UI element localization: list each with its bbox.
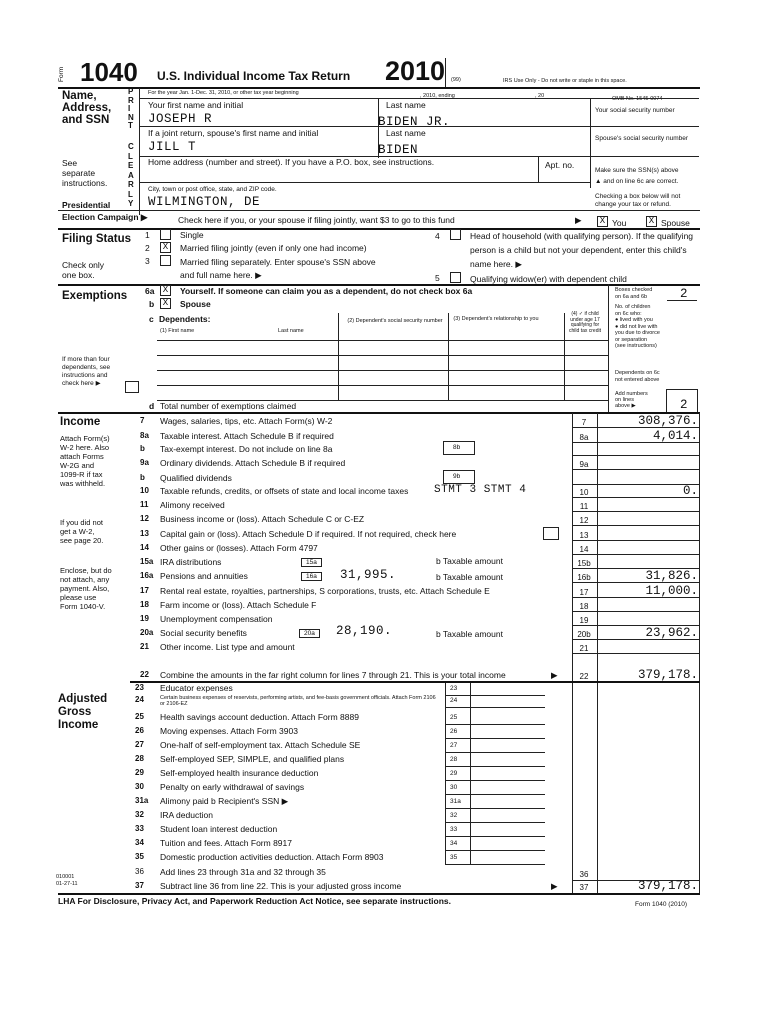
income-line-label: Ordinary dividends. Attach Schedule B if required — [160, 458, 346, 468]
tax-year: 2010 — [385, 56, 446, 86]
adjusted-line-ref: 29 — [450, 770, 458, 777]
adjusted-line-label: IRA deduction — [160, 810, 213, 820]
income-line-ref: 15b — [577, 559, 591, 568]
line-16a-value[interactable]: 31,995. — [340, 568, 397, 582]
income-line-ref: 20b — [577, 630, 591, 639]
last-name-label: Last name — [386, 100, 426, 110]
adjusted-heading: Adjusted — [58, 693, 108, 705]
city-value[interactable]: WILMINGTON, DE — [148, 195, 261, 209]
income-heading: Income — [60, 416, 101, 428]
ssn-note-2: ▲ and on line 6c are correct. — [595, 178, 679, 185]
line-37-ref: 37 — [579, 883, 589, 892]
income-line-amount[interactable]: 4,014. — [652, 429, 698, 443]
spouse-exemption-label: Spouse — [180, 299, 211, 309]
adjusted-line-num: 34 — [135, 838, 144, 847]
adjusted-line-num: 23 — [135, 683, 144, 692]
income-line-ref: 18 — [579, 602, 589, 611]
full-name-label: and full name here. ▶ — [180, 270, 262, 280]
check-note-2: change your tax or refund. — [595, 201, 671, 208]
income-line-ref: 7 — [581, 418, 587, 427]
line-15b-label: b Taxable amount — [436, 556, 503, 566]
see-label: See — [62, 158, 78, 168]
presidential-label: Presidential — [62, 200, 111, 210]
income-line-amount[interactable]: 308,376. — [637, 414, 698, 428]
line-20a-box: 20a — [299, 629, 320, 638]
last-name-value[interactable]: BIDEN JR. — [378, 115, 451, 129]
income-line-amount[interactable]: 379,178. — [637, 668, 698, 682]
adjusted-line-ref: 23 — [450, 685, 458, 692]
income-line-num: 18 — [140, 600, 149, 609]
line-22-arrow: ▶ — [551, 670, 558, 680]
income-line-amount[interactable]: 11,000. — [645, 584, 698, 598]
adjusted-line-label: One-half of self-employment tax. Attach Schedule SE — [160, 740, 361, 750]
print-letters: P R I N T — [128, 87, 134, 130]
single-label: Single — [180, 230, 204, 240]
income-line-num: b — [140, 444, 145, 453]
twenty-text: , 20 — [535, 93, 545, 99]
line-8b-box: 8b — [453, 444, 461, 451]
adjusted-line-num: 31a — [135, 796, 149, 805]
hoh-line-2: person is a child but not your dependent, enter this child's — [470, 245, 687, 255]
income-line-amount[interactable]: 0. — [682, 484, 698, 498]
adjusted-line-ref: 33 — [450, 826, 458, 833]
you-label: You — [612, 218, 627, 228]
footer-code-1: 010001 — [56, 874, 75, 880]
line-37-num: 37 — [135, 881, 144, 890]
adjusted-line-ref: 35 — [450, 854, 458, 861]
adjusted-line-label: Self-employed health insurance deduction — [160, 768, 319, 778]
line-9b-box: 9b — [453, 473, 461, 480]
presidential-arrow: ▶ — [575, 215, 582, 225]
no-w2-note: If you did not get a W-2, see page 20. — [60, 518, 104, 545]
income-line-label: Pensions and annuities — [160, 571, 248, 581]
single-checkbox[interactable] — [160, 229, 171, 240]
address-heading: Address, — [62, 102, 112, 114]
line-37-label: Subtract line 36 from line 22. This is your adjusted gross income — [160, 881, 402, 891]
income-line-num: 16a — [140, 571, 154, 580]
income-line-ref: 17 — [579, 588, 589, 597]
gross-heading: Gross — [58, 706, 92, 718]
spouse-first-label: If a joint return, spouse's first name and initial — [148, 128, 319, 138]
income-line-label: Business income or (loss). Attach Schedule C or C-EZ — [160, 514, 365, 524]
adjusted-line-ref: 24 — [450, 697, 458, 704]
home-address-label: Home address (number and street). If you have a P.O. box, see instructions. — [148, 157, 435, 167]
income-line-num: b — [140, 473, 145, 482]
spouse-last-label: Last name — [386, 128, 426, 138]
check-note-1: Checking a box below will not — [595, 193, 681, 200]
head-of-household-label: Head of household (with qualifying person). If the qualifying — [470, 231, 694, 241]
adjusted-line-num: 26 — [135, 726, 144, 735]
more-dependents-checkbox[interactable] — [125, 381, 139, 393]
dep-col-relationship: (3) Dependent's relationship to you — [453, 316, 539, 322]
exemptions-heading: Exemptions — [62, 290, 128, 302]
dep-col-ssn: (2) Dependent's social security number — [347, 318, 443, 324]
ssn-note-1: Make sure the SSN(s) above — [595, 167, 679, 174]
adjusted-line-num: 24 — [135, 695, 144, 704]
dependents-note: Dependents on 6c not entered above — [615, 370, 660, 383]
income-line-num: 17 — [140, 586, 149, 595]
line-20b-label: b Taxable amount — [436, 629, 503, 639]
stmt-refs[interactable]: STMT 3 STMT 4 — [434, 484, 527, 496]
boxes-checked-label: Boxes checked on 6a and 6b — [615, 287, 653, 300]
spouse-label: Spouse — [661, 218, 690, 228]
adjusted-line-num: 33 — [135, 824, 144, 833]
head-of-household-checkbox[interactable] — [450, 229, 461, 240]
income-line-label: Tax-exempt interest. Do not include on line 8a — [160, 444, 333, 454]
separate-label: separate — [62, 168, 96, 178]
line-15a-box: 15a — [301, 558, 322, 567]
income-line-ref: 11 — [579, 502, 589, 511]
line-36-label: Add lines 23 through 31a and 32 through 35 — [160, 867, 326, 877]
income-line-ref: 22 — [579, 672, 589, 681]
income-line-label: Taxable interest. Attach Schedule B if required — [160, 431, 334, 441]
presidential-text: Check here if you, or your spouse if filing jointly, want $3 to go to this fund — [178, 215, 455, 225]
hoh-line-3: name here. ▶ — [470, 259, 522, 269]
you-checkbox[interactable]: X — [597, 216, 608, 227]
line-6b-num: b — [149, 299, 155, 309]
instructions-label: instructions. — [62, 178, 108, 188]
form-word: Form — [58, 66, 65, 82]
widow-checkbox[interactable] — [450, 272, 461, 283]
income-line-ref: 16b — [577, 573, 591, 582]
income-line-label: IRA distributions — [160, 557, 222, 567]
filing-status-heading: Filing Status — [62, 233, 131, 245]
income-line-label: Taxable refunds, credits, or offsets of state and local income taxes — [160, 486, 409, 496]
income-line-num: 9a — [140, 458, 149, 467]
income-line-label: Other gains or (losses). Attach Form 4797 — [160, 543, 318, 553]
adjusted-line-ref: 26 — [450, 728, 458, 735]
yourself-checkbox[interactable]: X — [160, 285, 171, 296]
income-line-num: 15a — [140, 557, 154, 566]
spouse-exemption-checkbox[interactable]: X — [160, 298, 171, 309]
income-line-label: Other income. List type and amount — [160, 642, 295, 652]
one-box-note: one box. — [62, 270, 95, 280]
income-line-label: Capital gain or (loss). Attach Schedule D if required. If not required, check here — [160, 529, 457, 539]
income-line-ref: 8a — [579, 433, 589, 442]
married-separately-label: Married filing separately. Enter spouse's SSN above — [180, 257, 376, 267]
footer-code-2: 01-27-11 — [56, 881, 78, 887]
adjusted-line-label: Penalty on early withdrawal of savings — [160, 782, 305, 792]
married-separately-checkbox[interactable] — [160, 255, 171, 266]
line-16b-label: b Taxable amount — [436, 572, 503, 582]
adjusted-line-ref: 25 — [450, 714, 458, 721]
omb-number: OMB No. 1545-0074 — [612, 96, 663, 102]
adjusted-line-label: Alimony paid b Recipient's SSN ▶ — [160, 796, 289, 806]
adjusted-line-label: Domestic production activities deduction. Attach Form 8903 — [160, 852, 384, 862]
spouse-ssn-label: Spouse's social security number — [595, 135, 689, 142]
ssn-label: Your social security number — [595, 107, 675, 114]
election-campaign-label: Election Campaign ▶ — [62, 212, 148, 222]
income-line-label: Unemployment compensation — [160, 614, 273, 624]
form-number: 1040 — [80, 57, 138, 87]
children-note: No. of children on 6c who: ● lived with you ● did not live with you due to divorce or separation (see instructions) — [615, 304, 660, 349]
income-line-ref: 12 — [579, 516, 589, 525]
income-line-num: 12 — [140, 514, 149, 523]
income-line-label: Wages, salaries, tips, etc. Attach Form(s) W-2 — [160, 416, 333, 426]
income-line-ref: 19 — [579, 616, 589, 625]
adjusted-line-ref: 34 — [450, 840, 458, 847]
income-line-label: Alimony received — [160, 500, 225, 510]
line-36-ref: 36 — [579, 870, 589, 879]
dep-col-child-credit: (4) ✓ if child under age 17 qualifying for child tax credit — [569, 311, 601, 334]
income-line-label: Rental real estate, royalties, partnerships, S corporations, trusts, etc. Attach Schedule E — [160, 586, 490, 596]
income-line-ref: 21 — [579, 644, 589, 653]
income-line-label: Social security benefits — [160, 628, 247, 638]
more-dependents-note: If more than four dependents, see instructions and check here ▶ — [62, 356, 111, 387]
adjusted-line-ref: 32 — [450, 812, 458, 819]
agi-value[interactable]: 379,178. — [637, 879, 698, 893]
spouse-last-value[interactable]: BIDEN — [378, 143, 419, 157]
add-numbers-label: Add numbers on lines above ▶ — [615, 391, 648, 409]
spouse-first-value[interactable]: JILL T — [148, 140, 197, 154]
check-only-note: Check only — [62, 260, 105, 270]
adjusted-line-ref: 28 — [450, 756, 458, 763]
total-exemptions-value[interactable]: 2 — [680, 398, 689, 412]
adjusted-line-num: 35 — [135, 852, 144, 861]
adjusted-line-num: 27 — [135, 740, 144, 749]
adjusted-line-ref: 30 — [450, 784, 458, 791]
income-line-num: 21 — [140, 642, 149, 651]
income-line-label: Farm income or (loss). Attach Schedule F — [160, 600, 317, 610]
married-jointly-label: Married filing jointly (even if only one had income) — [180, 243, 367, 253]
fs-5-num: 5 — [435, 273, 440, 283]
boxes-checked-value[interactable]: 2 — [680, 287, 689, 301]
income-line-label: Combine the amounts in the far right column for lines 7 through 21. This is your total income — [160, 670, 506, 680]
total-exemptions-label: Total number of exemptions claimed — [160, 401, 297, 411]
adjusted-line-num: 32 — [135, 810, 144, 819]
married-jointly-checkbox[interactable]: X — [160, 242, 171, 253]
income-line-ref: 9a — [579, 460, 589, 469]
apt-no-label: Apt. no. — [545, 160, 575, 170]
form-footer: Form 1040 (2010) — [635, 901, 688, 908]
income-line-ref: 13 — [579, 531, 589, 540]
line-6a-num: 6a — [145, 286, 155, 296]
ssn-heading: and SSN — [62, 114, 110, 126]
adjusted-line-ref: 27 — [450, 742, 458, 749]
dependents-label: Dependents: — [159, 314, 211, 324]
fs-3-num: 3 — [145, 256, 150, 266]
adjusted-line-label: Educator expenses — [160, 683, 233, 693]
income-line-num: 8a — [140, 431, 149, 440]
adjusted-line-label: Certain business expenses of reservists, performing artists, and fee-basis government officials. Attach Form 2106 or 2106-EZ — [160, 695, 436, 707]
income-line-num: 7 — [140, 416, 145, 425]
adjusted-line-ref: 31a — [450, 798, 461, 805]
line-20a-value[interactable]: 28,190. — [336, 624, 393, 638]
income-line-num: 20a — [140, 628, 154, 637]
line-6d-num: d — [149, 401, 155, 411]
tax-year-line: For the year Jan. 1-Dec. 31, 2010, or other tax year beginning — [148, 90, 299, 96]
adjusted-line-num: 25 — [135, 712, 144, 721]
form-title: U.S. Individual Income Tax Return — [157, 69, 351, 83]
income-line-num: 22 — [140, 670, 149, 679]
yourself-label: Yourself. If someone can claim you as a dependent, do not check box 6a — [180, 286, 473, 296]
lha-notice: LHA For Disclosure, Privacy Act, and Paperwork Reduction Act Notice, see separate instructions. — [58, 896, 452, 906]
adjusted-line-label: Health savings account deduction. Attach Form 8889 — [160, 712, 359, 722]
fs-2-num: 2 — [145, 243, 150, 253]
line-37-arrow: ▶ — [551, 881, 558, 891]
first-name-label: Your first name and initial — [148, 100, 244, 110]
adjusted-line-num: 30 — [135, 782, 144, 791]
income2-heading: Income — [58, 719, 99, 731]
fs-4-num: 4 — [435, 231, 440, 241]
city-label: City, town or post office, state, and ZIP code. — [148, 186, 277, 193]
line-16a-box: 16a — [301, 572, 322, 581]
income-line-amount[interactable]: 23,962. — [645, 626, 698, 640]
irs-use-only: IRS Use Only - Do not write or staple in this space. — [503, 78, 627, 84]
widow-label: Qualifying widow(er) with dependent child — [470, 274, 627, 284]
income-line-num: 14 — [140, 543, 149, 552]
ending-text: , 2010, ending — [420, 93, 455, 99]
attach-forms-note: Attach Form(s) W-2 here. Also attach Forms W-2G and 1099-R if tax was withheld. — [60, 434, 110, 488]
line-36-num: 36 — [135, 867, 144, 876]
line-13-checkbox[interactable] — [543, 527, 559, 540]
income-line-num: 10 — [140, 486, 149, 495]
income-line-ref: 10 — [579, 488, 589, 497]
clearly-letters: C L E A R L Y — [128, 142, 134, 208]
adjusted-line-num: 29 — [135, 768, 144, 777]
adjusted-line-label: Self-employed SEP, SIMPLE, and qualified plans — [160, 754, 345, 764]
income-line-num: 11 — [140, 500, 149, 509]
income-line-ref: 14 — [579, 545, 589, 554]
first-name-value[interactable]: JOSEPH R — [148, 112, 213, 126]
name-heading: Name, — [62, 90, 97, 102]
spouse-checkbox[interactable]: X — [646, 216, 657, 227]
income-line-amount[interactable]: 31,826. — [645, 569, 698, 583]
income-line-num: 13 — [140, 529, 149, 538]
adjusted-line-label: Tuition and fees. Attach Form 8917 — [160, 838, 292, 848]
adjusted-line-label: Student loan interest deduction — [160, 824, 278, 834]
line-6c-num: c — [149, 314, 154, 324]
income-line-num: 19 — [140, 614, 149, 623]
form-code: (99) — [451, 77, 461, 83]
dep-col-first: (1) First name — [160, 328, 195, 334]
adjusted-line-label: Moving expenses. Attach Form 3903 — [160, 726, 298, 736]
income-line-label: Qualified dividends — [160, 473, 232, 483]
adjusted-line-num: 28 — [135, 754, 144, 763]
dep-col-last: Last name — [278, 328, 304, 334]
fs-1-num: 1 — [145, 230, 150, 240]
enclose-note: Enclose, but do not attach, any payment. Also, please use Form 1040-V. — [60, 566, 112, 611]
